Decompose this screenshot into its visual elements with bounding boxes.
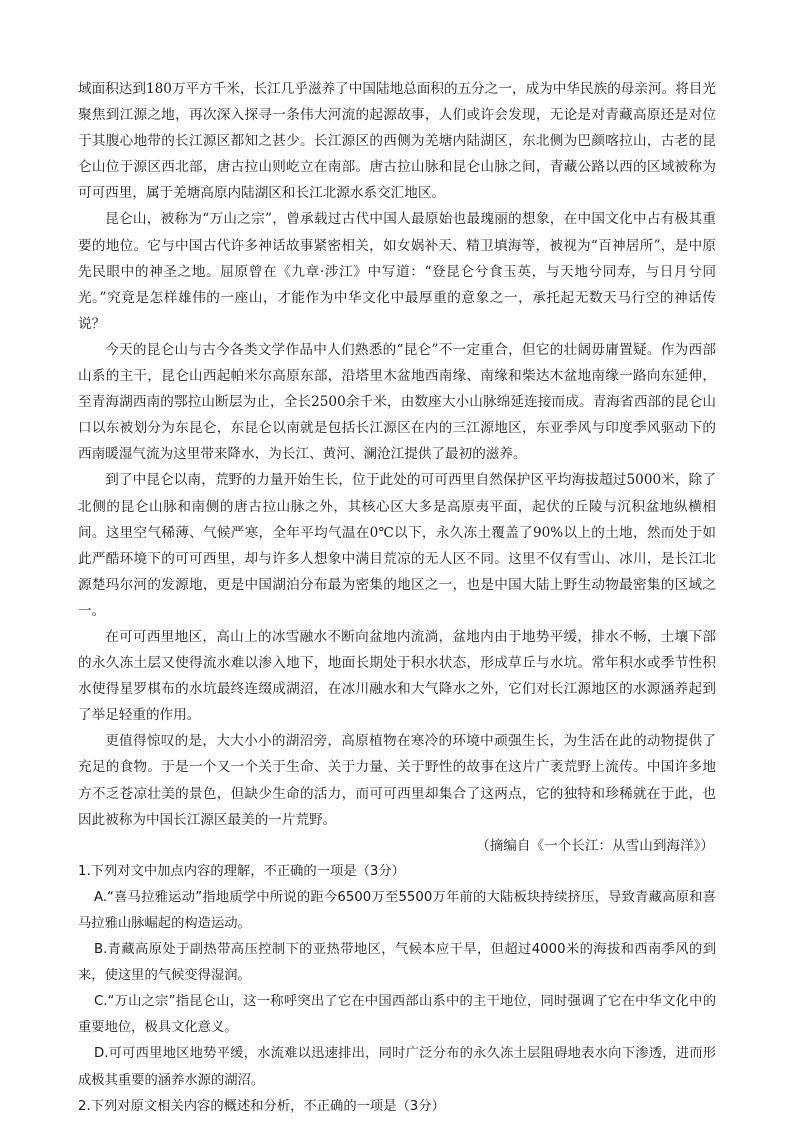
article-paragraph-1: 域面积达到180万平方千米，长江几乎滋养了中国陆地总面积的五分之一，成为中华民族的母亲河。将目光聚焦到江源之地，再次深入探寻一条伟大河流的起源故事，人们或许会发现，无论是对青藏高原还是对位于其腹心地带的长江源区都知之甚少。长江源区的西侧为羌塘内陆湖区，东北侧为巴颜喀拉山，古老的昆仑山位于源区西北部，唐古拉山则屹立在南部。唐古拉山脉和昆仑山脉之间，青藏公路以西的区域被称为可可西里，属于羌塘高原内陆湖区和长江北源水系交汇地区。 [78, 81, 716, 202]
option-b: B.青藏高原处于副热带高压控制下的亚热带地区，气候本应干旱，但超过4000米的海拔和西南季风的到来，使这里的气候变得湿润。 [78, 942, 716, 984]
option-a: A.“喜马拉雅运动”指地质学中所说的距今6500万至5500万年前的大陆板块持续挤压，导致青藏高原和喜马拉雅山脉崛起的构造运动。 [78, 889, 716, 931]
question-stem: 2.下列对原文相关内容的概述和分析，不正确的一项是（3分） [78, 1098, 445, 1114]
article-paragraph-3: 今天的昆仑山与古今各类文学作品中人们熟悉的“昆仑”不一定重合，但它的壮阔毋庸置疑。作为西部山系的主干，昆仑山西起帕米尔高原东部，沿塔里木盆地西南缘、南缘和柴达木盆地南缘一路向东延伸，至青海湖西南的鄂拉山断层为止，全长2500余千米，由数座大小山脉绵延连接而成。青海省西部的昆仑山口以东被划分为东昆仑，东昆仑以南就是包括长江源区在内的三江源地区，东亚季风与印度季风驱动下的西南暖湿气流为这里带来降水，为长江、黄河、澜沧江提供了最初的滋养。 [78, 341, 716, 463]
article-source: （摘编自《一个长江：从雪山到海洋》） [476, 837, 714, 854]
question-stem: 1.下列对文中加点内容的理解，不正确的一项是（3分） [78, 863, 405, 879]
article-paragraph-4: 到了中昆仑以南，荒野的力量开始生长，位于此处的可可西里自然保护区平均海拔超过5000米，除了北侧的昆仑山脉和南侧的唐古拉山脉之外，其核心区大多是高原夷平面，起伏的丘陵与沉积盆地纵横相间。这里空气稀薄、气候严寒，全年平均气温在0℃以下，永久冻土覆盖了90%以上的土地，然而处于如此严酷环境下的可可西里，却与许多人想象中满目荒凉的无人区不同。这里不仅有雪山、冰川，是长江北源楚玛尔河的发源地，更是中国湖泊分布最为密集的地区之一，也是中国大陆上野生动物最密集的区域之一。 [78, 472, 716, 619]
question-2 [78, 1094, 716, 1120]
exam-page [78, 76, 716, 1120]
question-1 [78, 859, 716, 1094]
option-d: D.可可西里地区地势平缓，水流难以迅速排出，同时广泛分布的永久冻土层阻碍地表水向下渗透，进而形成极其重要的涵养水源的湖沼。 [78, 1046, 716, 1088]
option-c: C.“万山之宗”指昆仑山，这一称呼突出了它在中国西部山系中的主干地位，同时强调了它在中华文化中的重要地位，极具文化意义。 [78, 994, 716, 1036]
article [78, 76, 716, 859]
article-paragraph-5: 在可可西里地区，高山上的冰雪融水不断向盆地内流淌，盆地内由于地势平缓，排水不畅，土壤下部的永久冻土层又使得流水难以渗入地下，地面长期处于积水状态，形成草丘与水坑。常年积水或季节性积水使得星罗棋布的水坑最终连缀成湖沼，在冰川融水和大气降水之外，它们对长江源地区的水源涵养起到了举足轻重的作用。 [78, 628, 716, 724]
article-paragraph-2: 昆仑山，被称为“万山之宗”，曾承载过古代中国人最原始也最瑰丽的想象，在中国文化中占有极其重要的地位。它与中国古代许多神话故事紧密相关，如女娲补天、精卫填海等，被视为“百神居所”，是中原先民眼中的神圣之地。屈原曾在《九章·涉江》中写道：“登昆仑兮食玉英，与天地兮同寿，与日月兮同光。”究竟是怎样雄伟的一座山，才能作为中华文化中最厚重的意象之一，承托起无数天马行空的神话传说？ [78, 211, 716, 332]
article-paragraph-6: 更值得惊叹的是，大大小小的湖沼旁，高原植物在寒冷的环境中顽强生长，为生活在此的动物提供了充足的食物。于是一个又一个关于生命、关于力量、关于野性的故事在这片广袤荒野上流传。中国许多地方不乏苍凉壮美的景色，但缺少生命的活力，而可可西里却集合了这两点，它的独特和珍稀就在于此，也因此被称为中国长江源区最美的一片荒野。 [78, 733, 716, 828]
